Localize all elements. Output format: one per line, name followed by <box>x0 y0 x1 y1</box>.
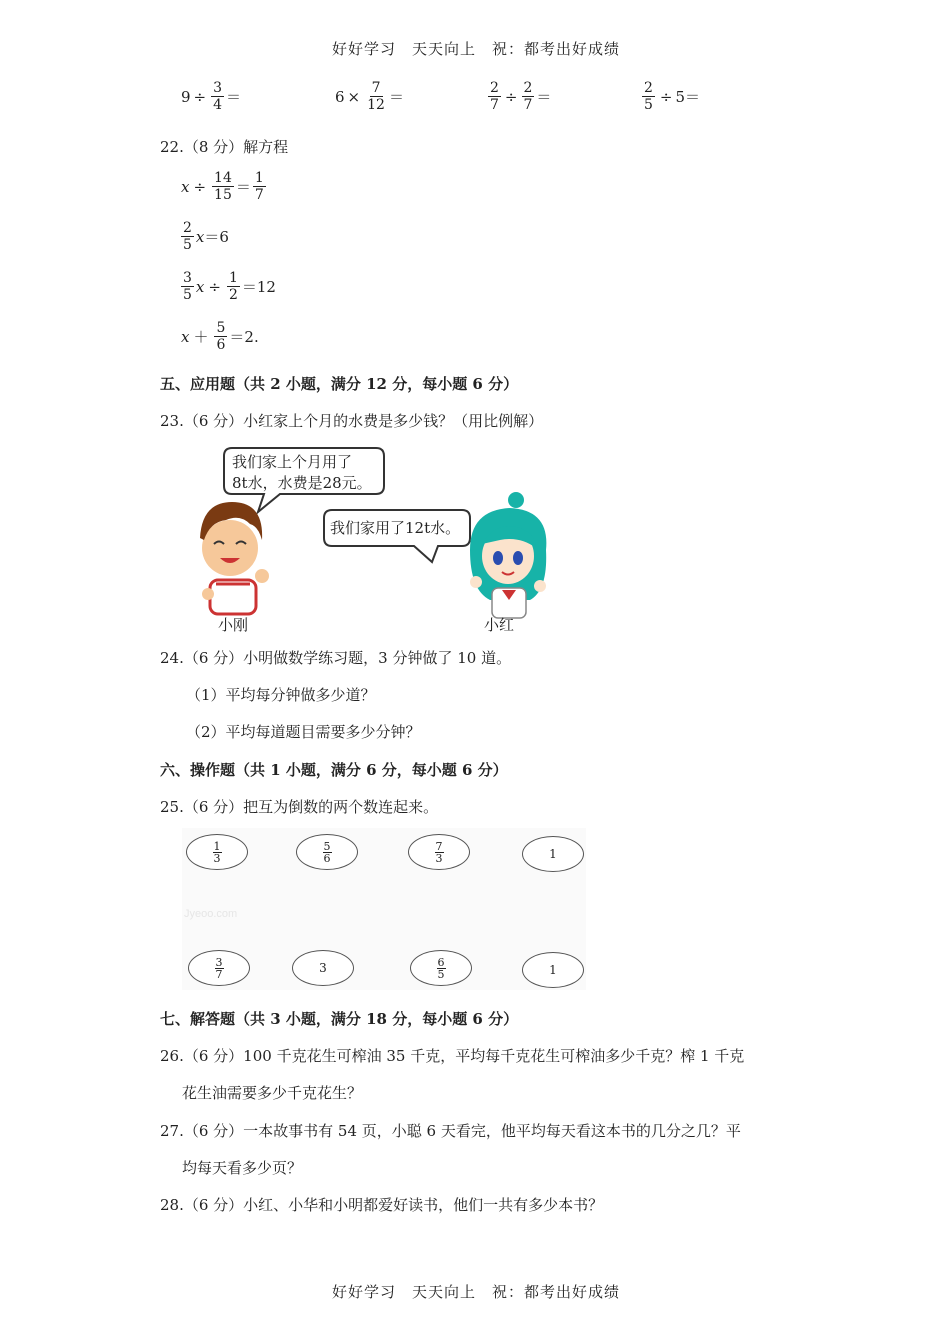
question-26-line-2: 花生油需要多少千克花生？ <box>182 1084 363 1102</box>
numerator: 5 <box>323 839 331 853</box>
denominator: 6 <box>216 337 226 353</box>
equation-2 <box>179 220 229 253</box>
denominator: 3 <box>213 851 221 865</box>
number: 1 <box>549 963 557 977</box>
equation-4 <box>181 320 259 353</box>
denominator: 5 <box>437 967 445 981</box>
equals: ＝ <box>226 88 242 106</box>
section-5-title: 五、应用题（共 2 小题，满分 12 分，每小题 6 分） <box>160 375 519 393</box>
numerator: 3 <box>215 955 223 969</box>
calc-item-3 <box>486 80 551 113</box>
equals: ＝ <box>536 88 552 106</box>
denominator: 7 <box>254 187 264 203</box>
oval-top-4[interactable] <box>522 836 584 872</box>
bubble-1-line-1: 我们家上个月用了 <box>232 453 353 471</box>
boy-name-label: 小刚 <box>218 616 249 634</box>
operator: ÷ <box>504 87 518 106</box>
operand: 5 <box>675 87 686 106</box>
fraction <box>214 320 227 353</box>
denominator: 7 <box>490 97 499 113</box>
numerator: 2 <box>523 80 533 96</box>
numerator: 1 <box>228 270 238 286</box>
denominator: 7 <box>215 967 223 981</box>
denominator: 3 <box>435 851 443 865</box>
variable-x: x <box>195 227 205 246</box>
question-28-line-1: 28.（6 分）小红、小华和小明都爱好读书，他们一共有多少本书？ <box>160 1196 604 1214</box>
question-27-line-2: 均每天看多少页？ <box>182 1159 303 1177</box>
oval-bottom-4[interactable] <box>522 952 584 988</box>
operand: 6 <box>335 87 345 106</box>
equals: ＝ <box>388 88 404 106</box>
operator: ÷ <box>193 87 207 106</box>
page-header: 好好学习 天天向上 祝：都考出好成绩 <box>332 40 621 58</box>
question-24-title: 24.（6 分）小明做数学练习题，3 分钟做了 10 道。 <box>160 649 512 667</box>
watermark: Jyeoo.com <box>184 908 238 920</box>
numerator: 1 <box>213 839 221 853</box>
denominator: 2 <box>228 287 238 303</box>
denominator: 7 <box>523 97 533 113</box>
question-25-title: 25.（6 分）把互为倒数的两个数连起来。 <box>160 798 439 816</box>
bubble-1-line-2: 8t水，水费是28元。 <box>232 474 372 492</box>
fraction <box>215 957 224 980</box>
fraction <box>253 170 266 203</box>
oval-top-2[interactable] <box>296 834 358 870</box>
fraction <box>227 270 240 303</box>
question-24-sub-1: （1）平均每分钟做多少道？ <box>186 686 376 704</box>
page-footer: 好好学习 天天向上 祝：都考出好成绩 <box>332 1283 621 1301</box>
fraction <box>181 270 194 303</box>
fraction <box>522 80 535 113</box>
variable-x: x <box>195 277 205 296</box>
number: 1 <box>549 847 557 861</box>
fraction <box>181 220 194 253</box>
denominator: 4 <box>213 97 223 113</box>
numerator: 3 <box>213 80 223 96</box>
numerator: 2 <box>644 80 653 96</box>
fraction <box>437 957 446 980</box>
question-26-line-1: 26.（6 分）100 千克花生可榨油 35 千克，平均每千克花生可榨油多少千克？榨 1 千克 <box>160 1047 745 1065</box>
numerator: 1 <box>254 170 264 186</box>
number: 3 <box>319 961 327 975</box>
operator: × <box>347 87 361 106</box>
equation-rest: ＝12 <box>241 278 276 296</box>
fraction <box>435 841 444 864</box>
equation-3 <box>179 270 276 303</box>
oval-bottom-3[interactable] <box>410 950 472 986</box>
operator: ÷ <box>659 87 673 106</box>
bubble-1-text <box>232 452 372 494</box>
fraction <box>211 80 224 113</box>
question-27-line-1: 27.（6 分）一本故事书有 54 页，小聪 6 天看完，他平均每天看这本书的几分之几？平 <box>160 1122 741 1140</box>
calc-item-2 <box>335 80 404 113</box>
denominator: 5 <box>183 287 192 303</box>
denominator: 12 <box>367 97 385 113</box>
equation-rest: ＝2. <box>229 328 259 346</box>
matching-area <box>182 828 586 990</box>
section-6-title: 六、操作题（共 1 小题，满分 6 分，每小题 6 分） <box>160 761 508 779</box>
denominator: 5 <box>644 97 653 113</box>
bubble-2-text: 我们家用了12t水。 <box>330 519 461 537</box>
numerator: 6 <box>437 955 445 969</box>
variable-x: x <box>181 177 190 196</box>
question-23-title: 23.（6 分）小红家上个月的水费是多少钱？（用比例解） <box>160 412 544 430</box>
operand: 9 <box>181 87 191 106</box>
fraction <box>642 80 655 113</box>
equals: ＝ <box>235 178 251 196</box>
fraction <box>213 841 222 864</box>
girl-name-label: 小红 <box>484 616 515 634</box>
section-7-title: 七、解答题（共 3 小题，满分 18 分，每小题 6 分） <box>160 1010 519 1028</box>
numerator: 5 <box>216 320 226 336</box>
equation-1 <box>181 170 268 203</box>
oval-top-1[interactable] <box>186 834 248 870</box>
operator: ＋ <box>193 328 209 346</box>
numerator: 7 <box>435 839 443 853</box>
fraction <box>488 80 501 113</box>
equals: ＝ <box>685 88 701 106</box>
oval-bottom-2[interactable] <box>292 950 354 986</box>
denominator: 15 <box>214 187 232 203</box>
oval-top-3[interactable] <box>408 834 470 870</box>
boy-character <box>200 502 269 614</box>
denominator: 6 <box>323 851 331 865</box>
numerator: 7 <box>371 80 381 96</box>
equation-rest: ＝6 <box>204 228 229 246</box>
numerator: 3 <box>183 270 192 286</box>
variable-x: x <box>181 327 190 346</box>
girl-character <box>470 492 546 618</box>
fraction <box>212 170 234 203</box>
question-22-title: 22.（8 分）解方程 <box>160 138 289 156</box>
calc-item-1 <box>181 80 241 113</box>
q23-illustration <box>180 440 560 635</box>
calc-item-4 <box>640 80 700 113</box>
fraction <box>323 841 332 864</box>
numerator: 2 <box>183 220 192 236</box>
question-24-sub-2: （2）平均每道题目需要多少分钟？ <box>186 723 421 741</box>
oval-bottom-1[interactable] <box>188 950 250 986</box>
operator: ÷ <box>193 177 207 196</box>
fraction <box>365 80 387 113</box>
numerator: 14 <box>214 170 232 186</box>
denominator: 5 <box>183 237 192 253</box>
numerator: 2 <box>490 80 499 96</box>
operator: ÷ <box>208 277 221 296</box>
